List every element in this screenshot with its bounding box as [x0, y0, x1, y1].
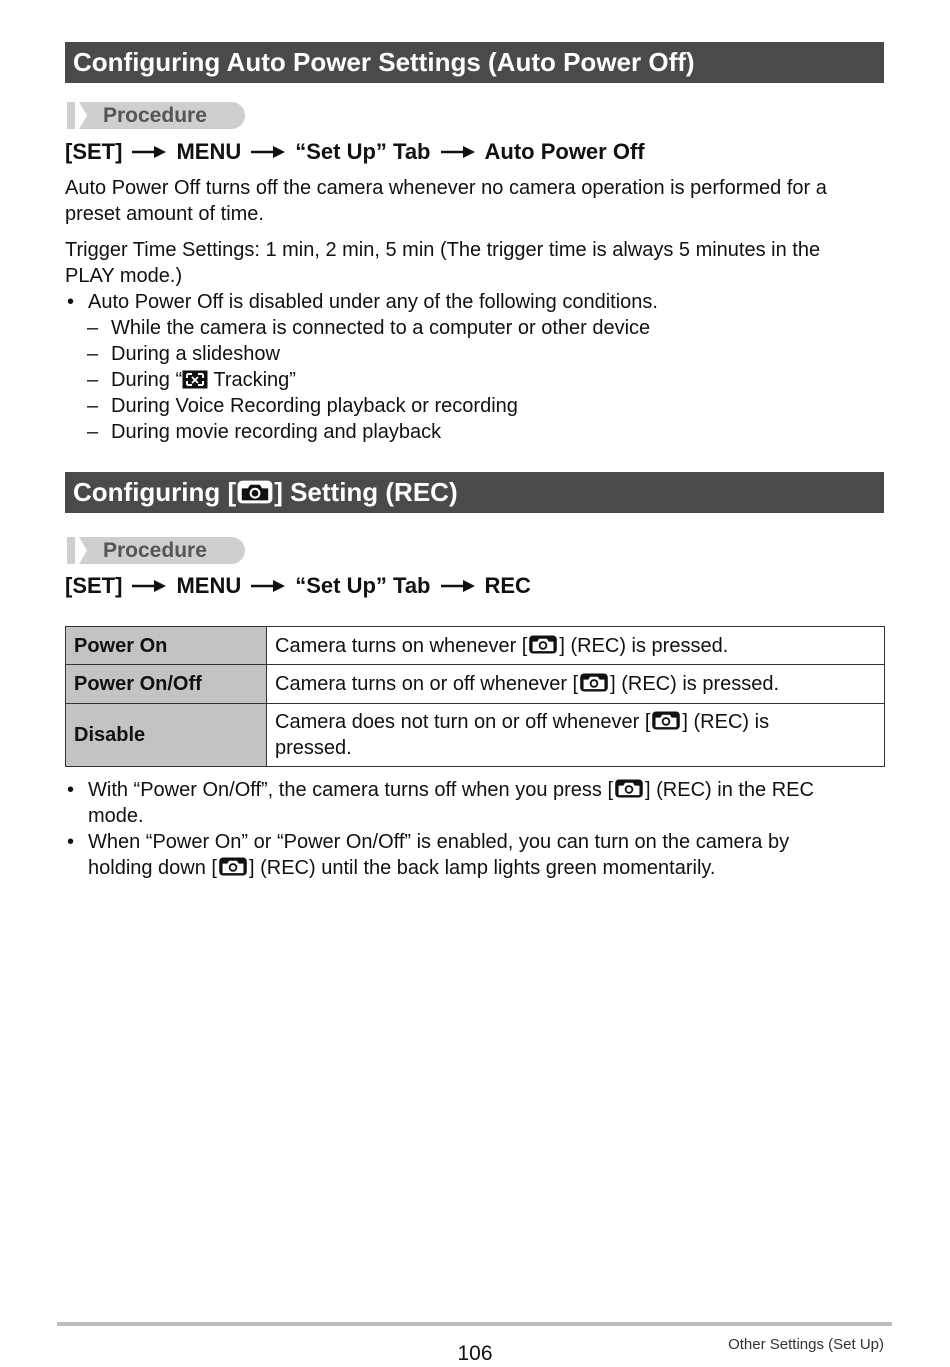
camera-icon [528, 635, 558, 654]
arrow-right-icon [132, 145, 166, 159]
footer-rule [57, 1322, 892, 1326]
procedure-tag [67, 102, 245, 129]
menu-path-step: [SET] [65, 573, 123, 598]
section-title-text: ] Setting (REC) [274, 477, 458, 507]
tracking-icon [182, 370, 208, 389]
section-title-text: Configuring Auto Power Settings (Auto Power Off) [73, 47, 695, 77]
table-value-cell: Camera turns on whenever [ ] (REC) is pressed. [267, 627, 885, 665]
table-key-cell: Disable [66, 704, 267, 767]
page-number: 106 [457, 1342, 493, 1365]
menu-path-step: Auto Power Off [484, 139, 645, 164]
condition-text: During a slideshow [111, 343, 280, 365]
note-text: ] (REC) until the back lamp lights green momentarily. [248, 857, 716, 879]
arrow-right-icon [441, 579, 475, 593]
table-key-cell: Power On [66, 627, 267, 665]
note-text: mode. [88, 805, 144, 827]
menu-path-step: [SET] [65, 139, 123, 164]
table-row [66, 627, 885, 665]
camera-icon [614, 779, 644, 798]
table-row [66, 704, 885, 767]
camera-icon [237, 480, 273, 504]
menu-path [65, 139, 645, 165]
camera-icon [651, 711, 681, 730]
condition-text: During Voice Recording playback or recording [111, 395, 518, 417]
table-value-cell: Camera does not turn on or off whenever [ ] (REC) is pressed. [267, 704, 885, 767]
arrow-right-icon [251, 145, 285, 159]
menu-path-step: MENU [176, 573, 242, 598]
table-key-cell: Power On/Off [66, 665, 267, 704]
condition-text: During “ [111, 369, 183, 391]
table-row [66, 665, 885, 704]
note-text: With “Power On/Off”, the camera turns off when you press [ [88, 779, 614, 801]
trigger-time-line: PLAY mode.) [65, 265, 183, 287]
bullet-text: Auto Power Off is disabled under any of the following conditions. [88, 291, 658, 313]
arrow-right-icon [132, 579, 166, 593]
camera-icon [579, 673, 609, 692]
procedure-tag [67, 537, 245, 564]
menu-path [65, 573, 531, 599]
condition-text: While the camera is connected to a computer or other device [111, 317, 651, 339]
rec-settings-table [65, 626, 885, 767]
menu-path-step: MENU [176, 139, 242, 164]
condition-text: Tracking” [213, 369, 296, 391]
section-title-text: Configuring [ [73, 477, 237, 507]
procedure-label: Procedure [103, 539, 207, 562]
table-value-cell: Camera turns on or off whenever [ ] (REC) is pressed. [267, 665, 885, 704]
section-title-auto-power-off [65, 42, 884, 83]
note-text: When “Power On” or “Power On/Off” is enabled, you can turn on the camera by [88, 831, 790, 853]
section-title-rec-setting [65, 472, 884, 513]
camera-icon [218, 857, 248, 876]
arrow-right-icon [441, 145, 475, 159]
procedure-label: Procedure [103, 104, 207, 127]
trigger-time-line: Trigger Time Settings: 1 min, 2 min, 5 min (The trigger time is always 5 minutes in the [65, 239, 821, 261]
intro-paragraph: Auto Power Off turns off the camera whenever no camera operation is performed for a preset amount of time. [65, 177, 827, 225]
menu-path-step: “Set Up” Tab [295, 573, 431, 598]
menu-path-step: REC [484, 573, 531, 598]
note-text: ] (REC) in the REC [645, 779, 814, 801]
note-text: holding down [ [88, 857, 217, 879]
arrow-right-icon [251, 579, 285, 593]
condition-text: During movie recording and playback [111, 421, 442, 443]
menu-path-step: “Set Up” Tab [295, 139, 431, 164]
footer-section-name: Other Settings (Set Up) [728, 1336, 884, 1353]
